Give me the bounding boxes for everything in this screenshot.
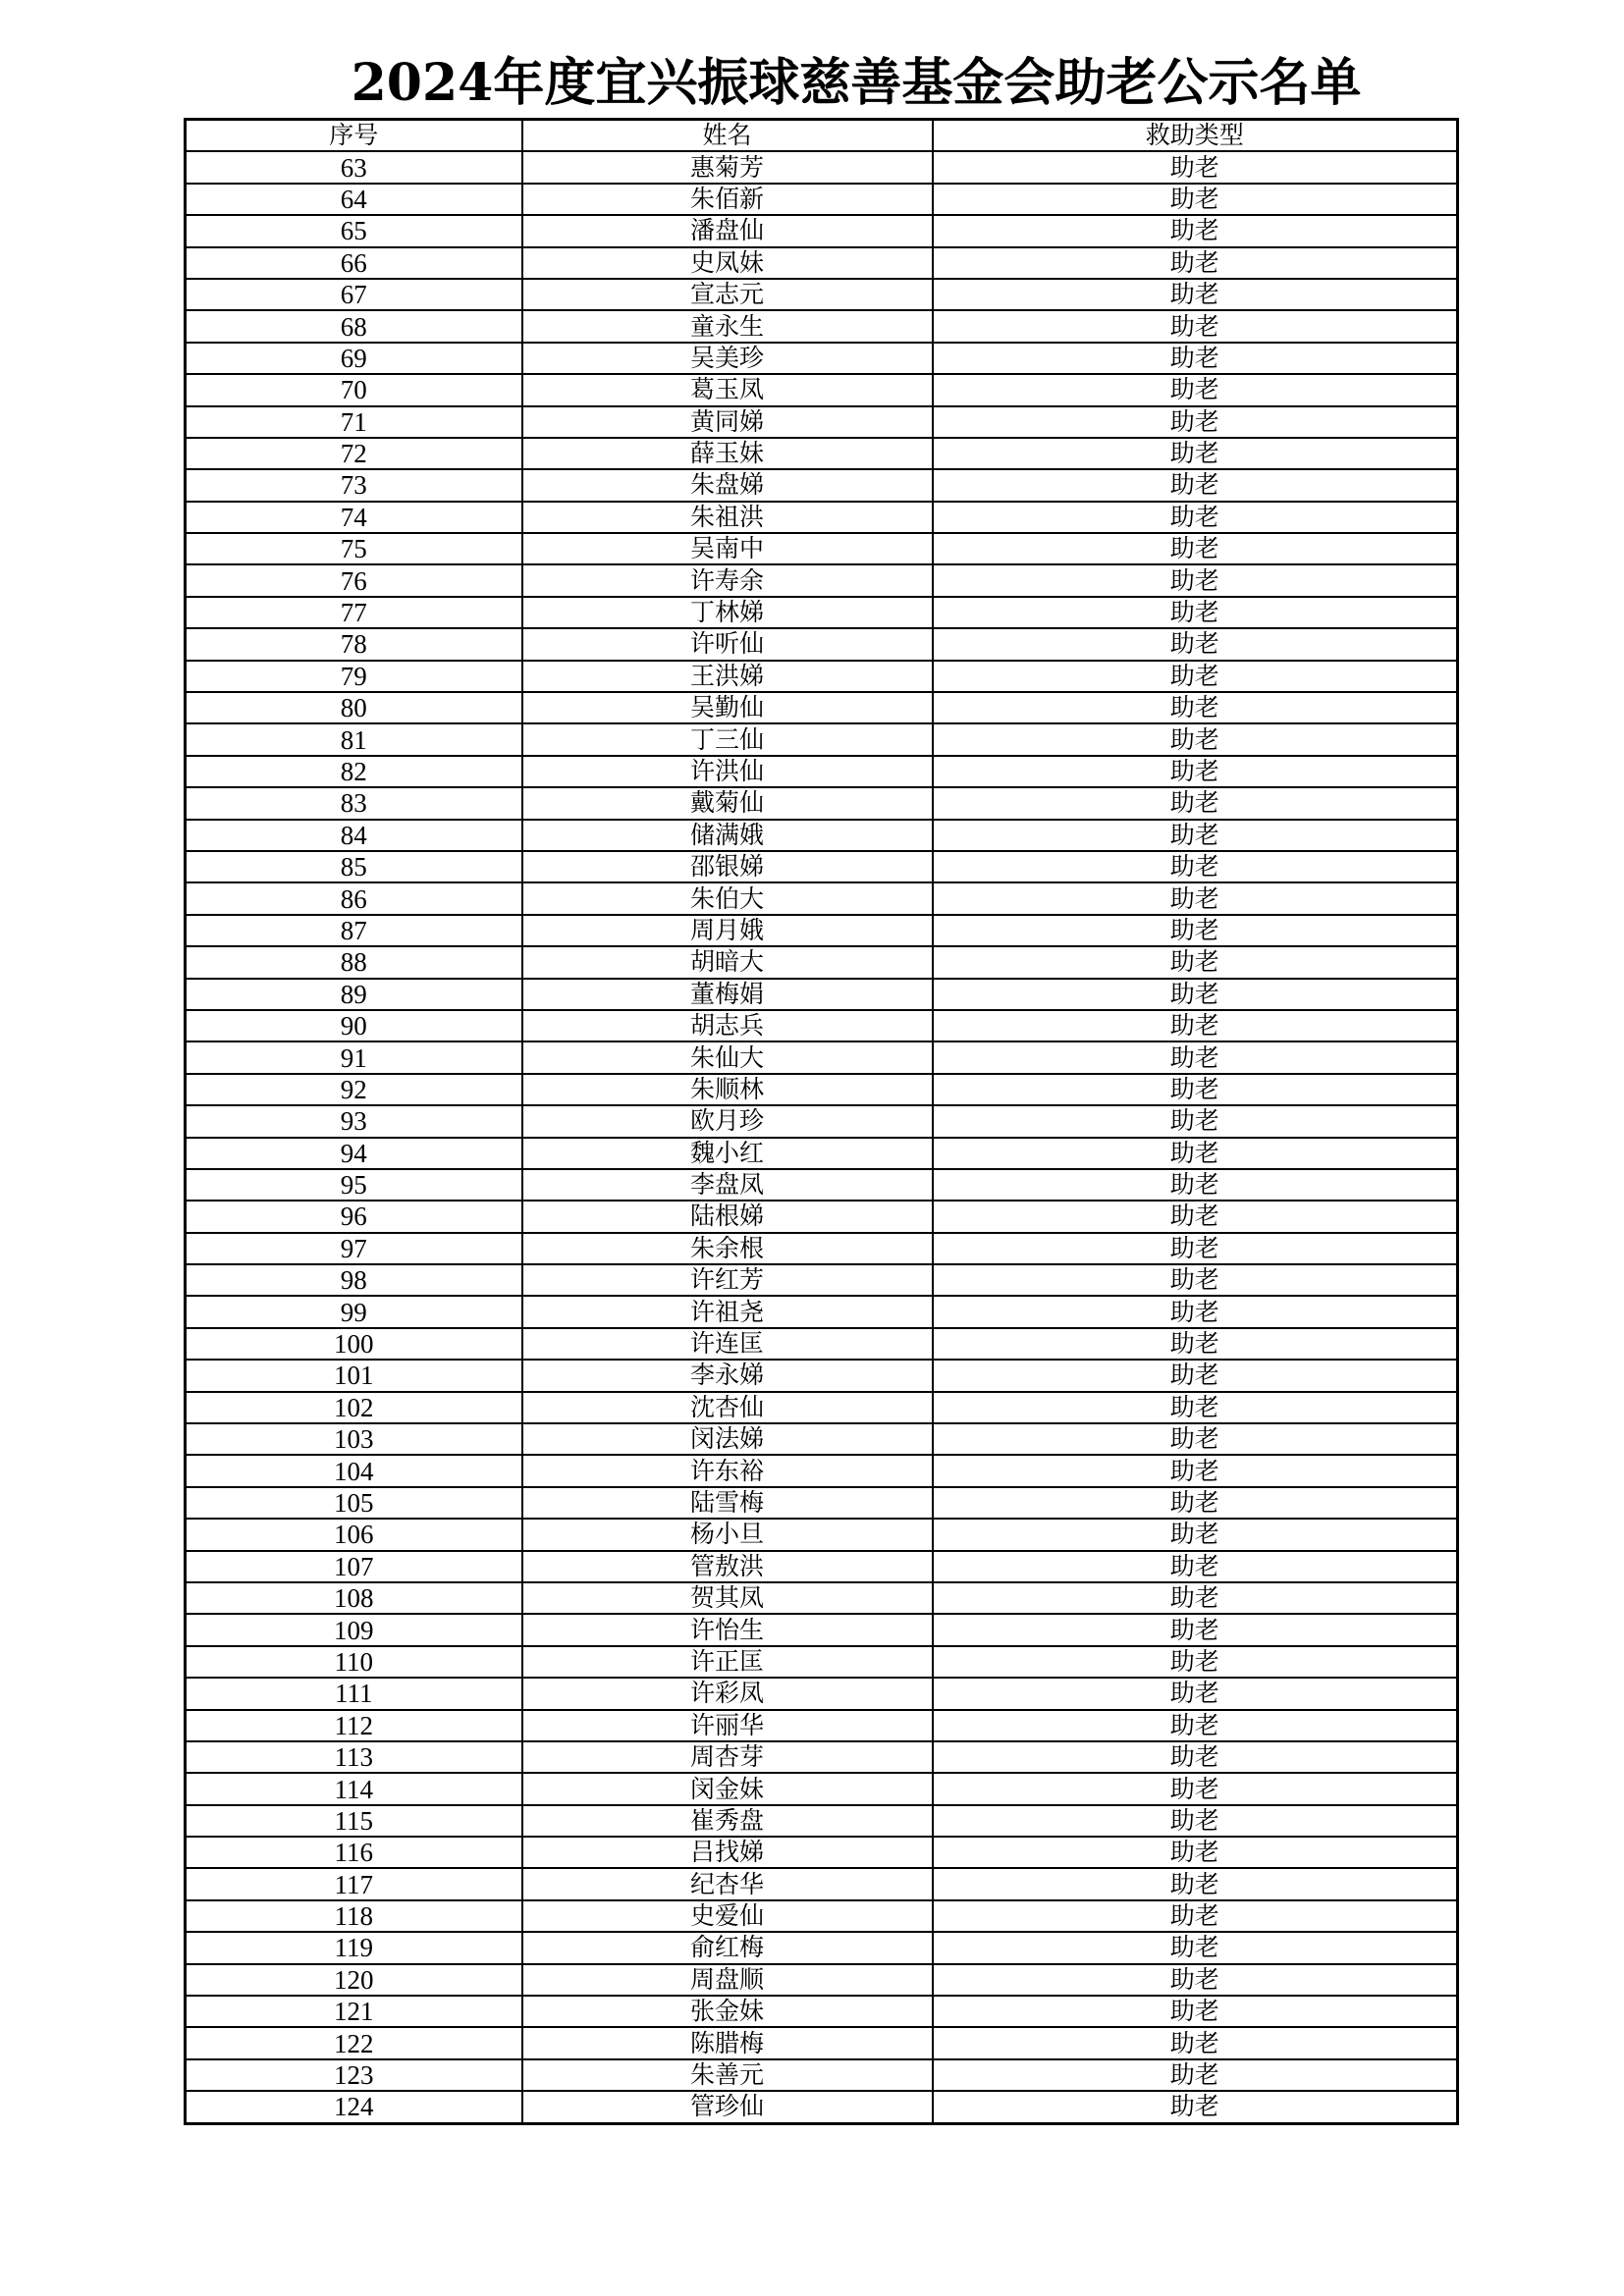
- assistance-type-cell: 助老: [933, 310, 1458, 342]
- assistance-type-cell: 助老: [933, 151, 1458, 183]
- serial-number-cell: 83: [186, 787, 522, 819]
- table-row: [186, 787, 1458, 819]
- serial-number-cell: 124: [186, 2091, 522, 2123]
- serial-number-cell: 70: [186, 374, 522, 405]
- table-row: [186, 310, 1458, 342]
- assistance-type-cell: 助老: [933, 1773, 1458, 1804]
- table-row: [186, 1582, 1458, 1614]
- serial-number-cell: 75: [186, 533, 522, 564]
- table-row: [186, 1678, 1458, 1709]
- assistance-type-cell: 助老: [933, 1932, 1458, 1963]
- table-row: [186, 279, 1458, 310]
- serial-number-cell: 123: [186, 2059, 522, 2091]
- name-cell: 薛玉妹: [522, 438, 933, 469]
- serial-number-cell: 119: [186, 1932, 522, 1963]
- roster-table: [184, 118, 1459, 2125]
- table-body: [186, 151, 1458, 2123]
- serial-number-cell: 120: [186, 1964, 522, 1996]
- serial-number-cell: 88: [186, 946, 522, 978]
- serial-number-cell: 68: [186, 310, 522, 342]
- serial-number-cell: 106: [186, 1519, 522, 1550]
- assistance-type-cell: 助老: [933, 692, 1458, 723]
- name-cell: 闵金妹: [522, 1773, 933, 1804]
- table-row: [186, 1868, 1458, 1899]
- assistance-type-cell: 助老: [933, 1964, 1458, 1996]
- name-cell: 李永娣: [522, 1360, 933, 1391]
- assistance-type-cell: 助老: [933, 1392, 1458, 1423]
- serial-number-cell: 114: [186, 1773, 522, 1804]
- name-cell: 潘盘仙: [522, 215, 933, 246]
- name-cell: 许红芳: [522, 1264, 933, 1296]
- serial-number-cell: 76: [186, 564, 522, 596]
- name-cell: 童永生: [522, 310, 933, 342]
- assistance-type-cell: 助老: [933, 1296, 1458, 1327]
- assistance-type-cell: 助老: [933, 1138, 1458, 1169]
- serial-number-cell: 117: [186, 1868, 522, 1899]
- name-cell: 胡志兵: [522, 1010, 933, 1041]
- header-serial-number: 序号: [186, 120, 522, 152]
- table-row: [186, 820, 1458, 851]
- serial-number-cell: 92: [186, 1074, 522, 1105]
- name-cell: 邵银娣: [522, 851, 933, 882]
- serial-number-cell: 109: [186, 1614, 522, 1645]
- name-cell: 丁三仙: [522, 723, 933, 755]
- table-row: [186, 1773, 1458, 1804]
- table-row: [186, 628, 1458, 660]
- name-cell: 许寿余: [522, 564, 933, 596]
- assistance-type-cell: 助老: [933, 438, 1458, 469]
- assistance-type-cell: 助老: [933, 1678, 1458, 1709]
- header-row: [186, 120, 1458, 152]
- table-row: [186, 851, 1458, 882]
- name-cell: 吕找娣: [522, 1837, 933, 1868]
- serial-number-cell: 116: [186, 1837, 522, 1868]
- table-row: [186, 247, 1458, 279]
- serial-number-cell: 97: [186, 1233, 522, 1264]
- table-row: [186, 882, 1458, 914]
- assistance-type-cell: 助老: [933, 1010, 1458, 1041]
- table-row: [186, 1233, 1458, 1264]
- assistance-type-cell: 助老: [933, 2059, 1458, 2091]
- assistance-type-cell: 助老: [933, 1360, 1458, 1391]
- serial-number-cell: 86: [186, 882, 522, 914]
- serial-number-cell: 64: [186, 184, 522, 215]
- table-row: [186, 1741, 1458, 1773]
- name-cell: 朱盘娣: [522, 469, 933, 501]
- table-row: [186, 533, 1458, 564]
- name-cell: 许正匡: [522, 1646, 933, 1678]
- assistance-type-cell: 助老: [933, 820, 1458, 851]
- table-row: [186, 915, 1458, 946]
- assistance-type-cell: 助老: [933, 882, 1458, 914]
- table-row: [186, 1455, 1458, 1486]
- name-cell: 王洪娣: [522, 661, 933, 692]
- name-cell: 陈腊梅: [522, 2027, 933, 2058]
- page-title: 2024年度宜兴振球慈善基金会助老公示名单: [351, 53, 1362, 113]
- name-cell: 史爱仙: [522, 1900, 933, 1932]
- table-row: [186, 343, 1458, 374]
- serial-number-cell: 87: [186, 915, 522, 946]
- serial-number-cell: 79: [186, 661, 522, 692]
- assistance-type-cell: 助老: [933, 406, 1458, 438]
- table-row: [186, 1646, 1458, 1678]
- serial-number-cell: 63: [186, 151, 522, 183]
- table-row: [186, 151, 1458, 183]
- assistance-type-cell: 助老: [933, 564, 1458, 596]
- assistance-type-cell: 助老: [933, 1741, 1458, 1773]
- serial-number-cell: 107: [186, 1551, 522, 1582]
- name-cell: 朱余根: [522, 1233, 933, 1264]
- serial-number-cell: 71: [186, 406, 522, 438]
- name-cell: 朱祖洪: [522, 502, 933, 533]
- name-cell: 朱仙大: [522, 1041, 933, 1073]
- name-cell: 朱善元: [522, 2059, 933, 2091]
- assistance-type-cell: 助老: [933, 1710, 1458, 1741]
- table-row: [186, 1138, 1458, 1169]
- table-row: [186, 1932, 1458, 1963]
- serial-number-cell: 78: [186, 628, 522, 660]
- assistance-type-cell: 助老: [933, 247, 1458, 279]
- serial-number-cell: 100: [186, 1328, 522, 1360]
- table-row: [186, 1296, 1458, 1327]
- serial-number-cell: 65: [186, 215, 522, 246]
- assistance-type-cell: 助老: [933, 1551, 1458, 1582]
- serial-number-cell: 105: [186, 1487, 522, 1519]
- table-row: [186, 184, 1458, 215]
- name-cell: 朱佰新: [522, 184, 933, 215]
- table-row: [186, 597, 1458, 628]
- assistance-type-cell: 助老: [933, 1646, 1458, 1678]
- assistance-type-cell: 助老: [933, 787, 1458, 819]
- serial-number-cell: 93: [186, 1105, 522, 1137]
- serial-number-cell: 115: [186, 1805, 522, 1837]
- assistance-type-cell: 助老: [933, 661, 1458, 692]
- assistance-type-cell: 助老: [933, 2091, 1458, 2123]
- table-row: [186, 1201, 1458, 1232]
- assistance-type-cell: 助老: [933, 184, 1458, 215]
- assistance-type-cell: 助老: [933, 723, 1458, 755]
- assistance-type-cell: 助老: [933, 1105, 1458, 1137]
- table-row: [186, 1996, 1458, 2027]
- name-cell: 黄同娣: [522, 406, 933, 438]
- assistance-type-cell: 助老: [933, 756, 1458, 787]
- table-row: [186, 2091, 1458, 2123]
- serial-number-cell: 121: [186, 1996, 522, 2027]
- table-row: [186, 215, 1458, 246]
- assistance-type-cell: 助老: [933, 1487, 1458, 1519]
- name-cell: 欧月珍: [522, 1105, 933, 1137]
- name-cell: 胡暗大: [522, 946, 933, 978]
- name-cell: 许听仙: [522, 628, 933, 660]
- serial-number-cell: 80: [186, 692, 522, 723]
- table-row: [186, 564, 1458, 596]
- assistance-type-cell: 助老: [933, 1868, 1458, 1899]
- serial-number-cell: 103: [186, 1423, 522, 1455]
- serial-number-cell: 94: [186, 1138, 522, 1169]
- table-row: [186, 1900, 1458, 1932]
- assistance-type-cell: 助老: [933, 1169, 1458, 1201]
- name-cell: 李盘凤: [522, 1169, 933, 1201]
- serial-number-cell: 101: [186, 1360, 522, 1391]
- table-row: [186, 1264, 1458, 1296]
- name-cell: 许怡生: [522, 1614, 933, 1645]
- name-cell: 朱伯大: [522, 882, 933, 914]
- name-cell: 丁林娣: [522, 597, 933, 628]
- name-cell: 周盘顺: [522, 1964, 933, 1996]
- table-row: [186, 723, 1458, 755]
- serial-number-cell: 77: [186, 597, 522, 628]
- assistance-type-cell: 助老: [933, 215, 1458, 246]
- serial-number-cell: 85: [186, 851, 522, 882]
- table-row: [186, 1074, 1458, 1105]
- assistance-type-cell: 助老: [933, 279, 1458, 310]
- assistance-type-cell: 助老: [933, 1264, 1458, 1296]
- name-cell: 魏小红: [522, 1138, 933, 1169]
- name-cell: 宣志元: [522, 279, 933, 310]
- serial-number-cell: 110: [186, 1646, 522, 1678]
- table-row: [186, 1392, 1458, 1423]
- assistance-type-cell: 助老: [933, 469, 1458, 501]
- name-cell: 许洪仙: [522, 756, 933, 787]
- assistance-type-cell: 助老: [933, 1582, 1458, 1614]
- table-row: [186, 438, 1458, 469]
- name-cell: 许连匡: [522, 1328, 933, 1360]
- table-row: [186, 1360, 1458, 1391]
- table-row: [186, 502, 1458, 533]
- table-row: [186, 1614, 1458, 1645]
- name-cell: 吴美珍: [522, 343, 933, 374]
- roster-table-container: [184, 118, 1456, 2125]
- name-cell: 许彩凤: [522, 1678, 933, 1709]
- name-cell: 张金妹: [522, 1996, 933, 2027]
- table-row: [186, 1487, 1458, 1519]
- serial-number-cell: 67: [186, 279, 522, 310]
- serial-number-cell: 102: [186, 1392, 522, 1423]
- name-cell: 许东裕: [522, 1455, 933, 1486]
- table-row: [186, 946, 1458, 978]
- table-row: [186, 2059, 1458, 2091]
- assistance-type-cell: 助老: [933, 1233, 1458, 1264]
- table-row: [186, 1837, 1458, 1868]
- assistance-type-cell: 助老: [933, 628, 1458, 660]
- name-cell: 周杏芽: [522, 1741, 933, 1773]
- table-header: [186, 120, 1458, 152]
- table-row: [186, 1710, 1458, 1741]
- name-cell: 管珍仙: [522, 2091, 933, 2123]
- name-cell: 陆雪梅: [522, 1487, 933, 1519]
- assistance-type-cell: 助老: [933, 1455, 1458, 1486]
- header-assistance-type: 救助类型: [933, 120, 1458, 152]
- serial-number-cell: 108: [186, 1582, 522, 1614]
- table-row: [186, 1169, 1458, 1201]
- assistance-type-cell: 助老: [933, 1805, 1458, 1837]
- assistance-type-cell: 助老: [933, 915, 1458, 946]
- table-row: [186, 1805, 1458, 1837]
- serial-number-cell: 72: [186, 438, 522, 469]
- table-row: [186, 1041, 1458, 1073]
- table-row: [186, 692, 1458, 723]
- table-row: [186, 2027, 1458, 2058]
- serial-number-cell: 118: [186, 1900, 522, 1932]
- assistance-type-cell: 助老: [933, 1201, 1458, 1232]
- serial-number-cell: 122: [186, 2027, 522, 2058]
- table-row: [186, 374, 1458, 405]
- name-cell: 吴勤仙: [522, 692, 933, 723]
- serial-number-cell: 69: [186, 343, 522, 374]
- assistance-type-cell: 助老: [933, 374, 1458, 405]
- table-row: [186, 469, 1458, 501]
- name-cell: 管敖洪: [522, 1551, 933, 1582]
- table-row: [186, 1423, 1458, 1455]
- assistance-type-cell: 助老: [933, 1041, 1458, 1073]
- assistance-type-cell: 助老: [933, 851, 1458, 882]
- header-name: 姓名: [522, 120, 933, 152]
- serial-number-cell: 112: [186, 1710, 522, 1741]
- table-row: [186, 406, 1458, 438]
- name-cell: 崔秀盘: [522, 1805, 933, 1837]
- serial-number-cell: 90: [186, 1010, 522, 1041]
- name-cell: 陆根娣: [522, 1201, 933, 1232]
- name-cell: 储满娥: [522, 820, 933, 851]
- table-row: [186, 1964, 1458, 1996]
- name-cell: 俞红梅: [522, 1932, 933, 1963]
- name-cell: 戴菊仙: [522, 787, 933, 819]
- assistance-type-cell: 助老: [933, 1328, 1458, 1360]
- name-cell: 葛玉凤: [522, 374, 933, 405]
- name-cell: 许丽华: [522, 1710, 933, 1741]
- assistance-type-cell: 助老: [933, 533, 1458, 564]
- assistance-type-cell: 助老: [933, 946, 1458, 978]
- serial-number-cell: 73: [186, 469, 522, 501]
- serial-number-cell: 98: [186, 1264, 522, 1296]
- serial-number-cell: 74: [186, 502, 522, 533]
- name-cell: 纪杏华: [522, 1868, 933, 1899]
- assistance-type-cell: 助老: [933, 1900, 1458, 1932]
- assistance-type-cell: 助老: [933, 597, 1458, 628]
- assistance-type-cell: 助老: [933, 343, 1458, 374]
- assistance-type-cell: 助老: [933, 1519, 1458, 1550]
- serial-number-cell: 81: [186, 723, 522, 755]
- serial-number-cell: 104: [186, 1455, 522, 1486]
- serial-number-cell: 84: [186, 820, 522, 851]
- name-cell: 史凤妹: [522, 247, 933, 279]
- assistance-type-cell: 助老: [933, 1074, 1458, 1105]
- table-row: [186, 1328, 1458, 1360]
- name-cell: 闵法娣: [522, 1423, 933, 1455]
- name-cell: 惠菊芳: [522, 151, 933, 183]
- assistance-type-cell: 助老: [933, 2027, 1458, 2058]
- serial-number-cell: 66: [186, 247, 522, 279]
- table-row: [186, 1010, 1458, 1041]
- table-row: [186, 1105, 1458, 1137]
- name-cell: 杨小旦: [522, 1519, 933, 1550]
- serial-number-cell: 113: [186, 1741, 522, 1773]
- serial-number-cell: 91: [186, 1041, 522, 1073]
- name-cell: 吴南中: [522, 533, 933, 564]
- serial-number-cell: 82: [186, 756, 522, 787]
- serial-number-cell: 89: [186, 979, 522, 1010]
- table-row: [186, 1519, 1458, 1550]
- name-cell: 沈杏仙: [522, 1392, 933, 1423]
- table-row: [186, 661, 1458, 692]
- name-cell: 朱顺林: [522, 1074, 933, 1105]
- serial-number-cell: 99: [186, 1296, 522, 1327]
- table-row: [186, 1551, 1458, 1582]
- table-row: [186, 979, 1458, 1010]
- assistance-type-cell: 助老: [933, 502, 1458, 533]
- assistance-type-cell: 助老: [933, 1996, 1458, 2027]
- serial-number-cell: 95: [186, 1169, 522, 1201]
- assistance-type-cell: 助老: [933, 979, 1458, 1010]
- name-cell: 许祖尧: [522, 1296, 933, 1327]
- assistance-type-cell: 助老: [933, 1614, 1458, 1645]
- table-row: [186, 756, 1458, 787]
- name-cell: 董梅娟: [522, 979, 933, 1010]
- assistance-type-cell: 助老: [933, 1423, 1458, 1455]
- serial-number-cell: 96: [186, 1201, 522, 1232]
- name-cell: 贺其凤: [522, 1582, 933, 1614]
- serial-number-cell: 111: [186, 1678, 522, 1709]
- assistance-type-cell: 助老: [933, 1837, 1458, 1868]
- name-cell: 周月娥: [522, 915, 933, 946]
